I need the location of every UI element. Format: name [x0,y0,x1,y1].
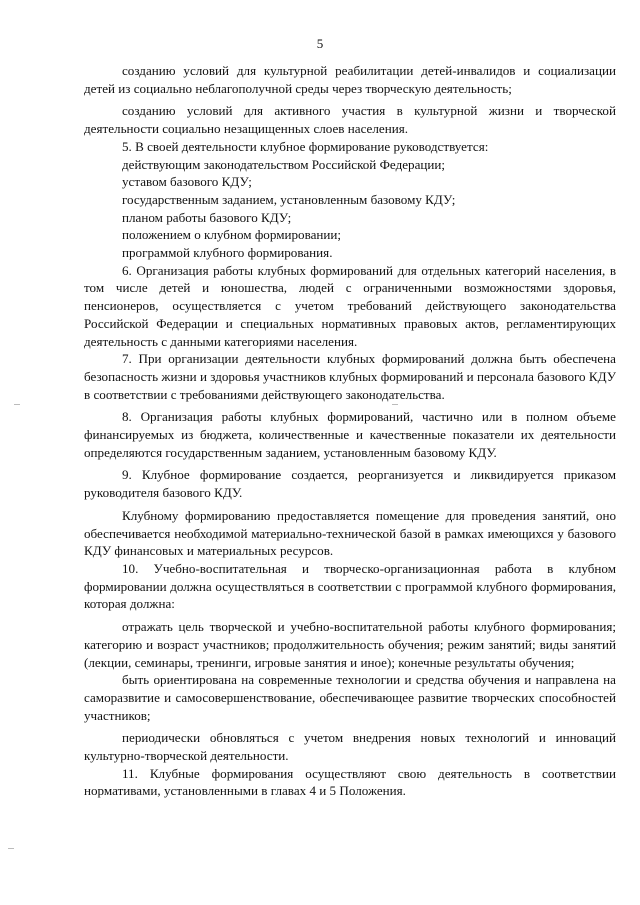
paragraph: действующим законодательством Российской Федерации; [122,156,446,172]
paragraph: Клубному формированию предоставляется помещение для проведения занятий, оно обеспечивается необходимой материально-технической базой в рамках имеющихся у базового КДУ финансовых и материальных ресурсов. [84,507,616,559]
paragraph: созданию условий для активного участия в культурной жизни и творческой деятельности социально незащищенных слоев населения. [84,103,616,137]
paragraph: отражать цель творческой и учебно-воспитательной работы клубного формирования; категорию и возраст участников; продолжительность обучения; режим занятий; виды занятий (лекции, семинары, тренинги, игровые занятия и иное); конечные результаты обучения; [84,619,616,670]
paragraph: 5. В своей деятельности клубное формирование руководствуется: [122,138,489,154]
scan-artifact [14,404,20,405]
paragraph: 7. При организации деятельности клубных формирований должна быть обеспечена безопасность жизни и здоровья участников клубных формирований и персонала базового КДУ в соответствии с требованиями действующего законодательства. [84,351,616,402]
document-body [84,62,616,800]
paragraph: быть ориентирована на современные технологии и средства обучения и направлена на саморазвитие и самосовершенствование, обеспечивающее развитие творческих способностей участников; [84,672,616,723]
paragraph: периодически обновляться с учетом внедрения новых технологий и инноваций культурно-творческой деятельности. [84,730,616,764]
scan-artifact [392,404,398,405]
paragraph: созданию условий для культурной реабилитации детей-инвалидов и социализации детей из социально неблагополучной среды через творческую деятельность; [84,63,616,96]
paragraph: 8. Организация работы клубных формирований, частично или в полном объеме финансируемых из бюджета, количественные и качественные показатели их деятельности определяются государственным заданием, установленным базовому КДУ. [84,409,616,460]
paragraph: уставом базового КДУ; [122,174,252,190]
paragraph: 9. Клубное формирование создается, реорганизуется и ликвидируется приказом руководителя базового КДУ. [84,467,616,501]
paragraph: программой клубного формирования. [122,245,333,261]
paragraph: 10. Учебно-воспитательная и творческо-организационная работа в клубном формировании должна осуществляться в соответствии с программой клубного формирования, которая должна: [84,560,616,612]
paragraph: планом работы базового КДУ; [122,209,292,225]
paragraph: положением о клубном формировании; [122,227,342,243]
page-number: 5 [316,36,324,51]
paragraph: государственным заданием, установленным базовому КДУ; [122,191,456,207]
paragraph: 6. Организация работы клубных формирований для отдельных категорий населения, в том числе детей и юношества, людей с ограниченными возможностями здоровья, пенсионеров, осуществляется с учетом требований действующего законодательства Российской Федерации и специальных нормативных правовых актов, регламентирующих деятельность с данными категориями населения. [84,262,616,349]
paragraph: 11. Клубные формирования осуществляют свою деятельность в соответствии нормативами, установленными в главах 4 и 5 Положения. [84,765,616,799]
scan-artifact [8,848,14,849]
